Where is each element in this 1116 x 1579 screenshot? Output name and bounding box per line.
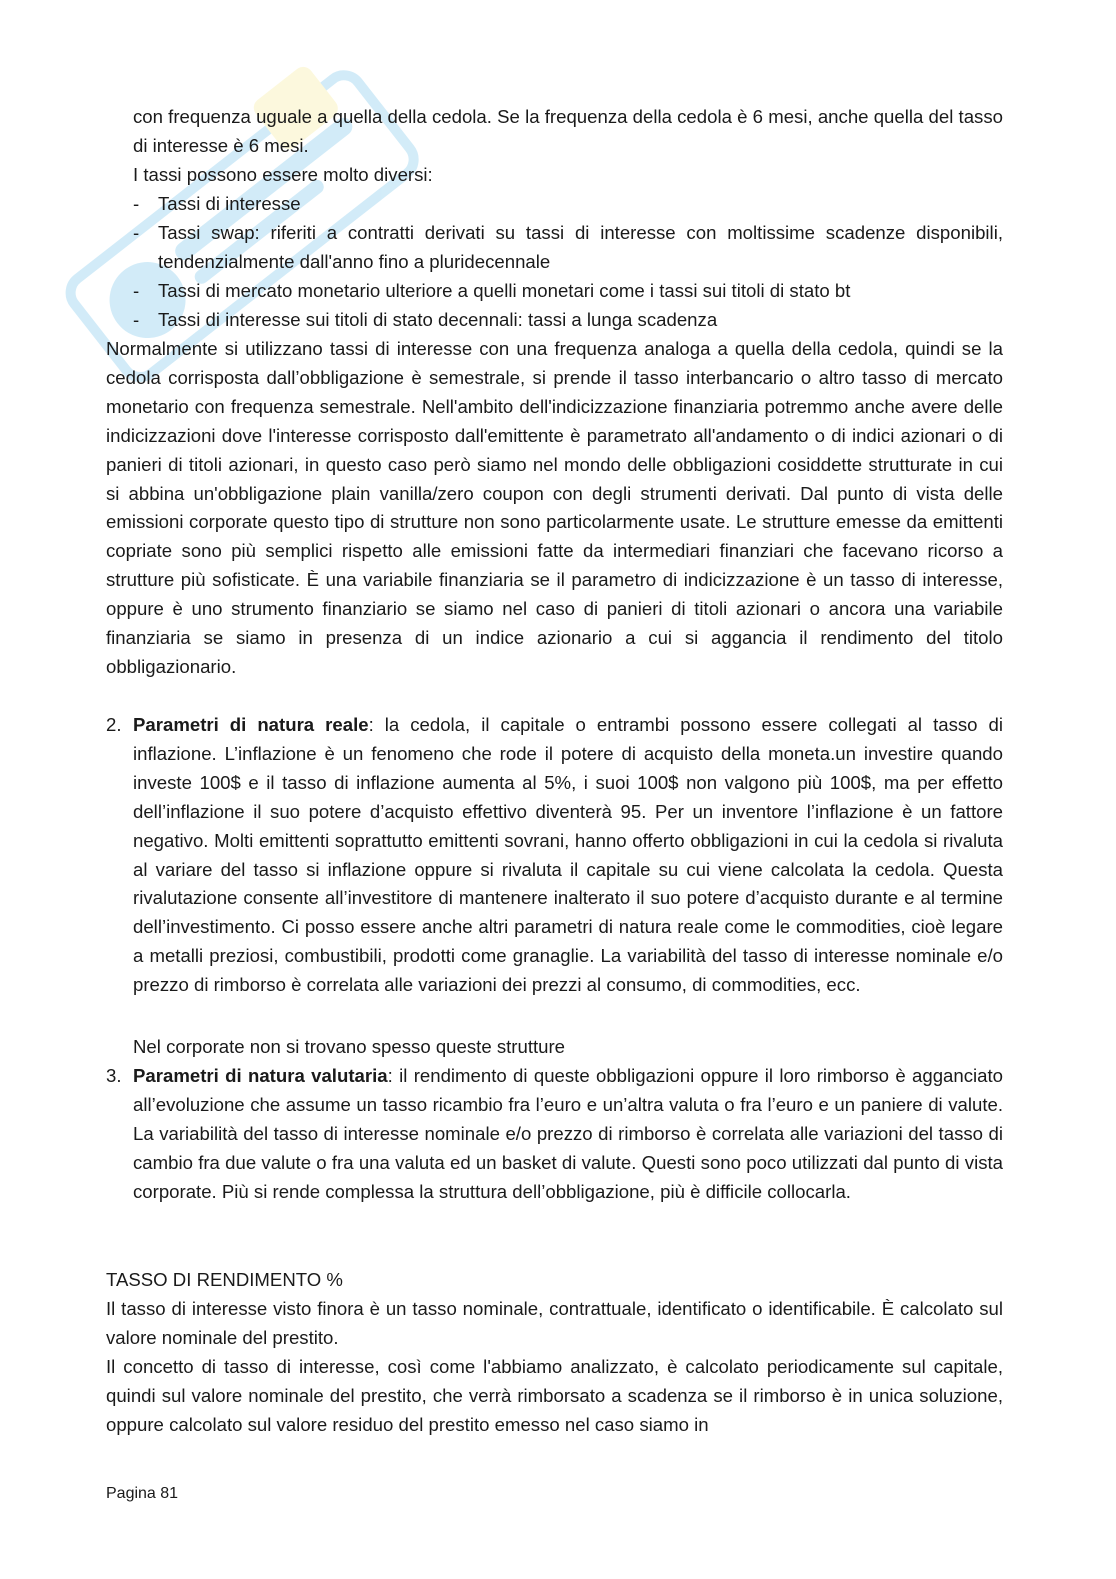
item-body [133, 1062, 1003, 1207]
intro-paragraph: con frequenza uguale a quella della cedola. Se la frequenza della cedola è 6 mesi, anche quella del tasso di interesse è 6 mesi. [133, 106, 1003, 156]
list-item-text: Tassi di interesse sui titoli di stato decennali: tassi a lunga scadenza [158, 309, 718, 330]
item-number: 2. [106, 714, 122, 735]
section-paragraph: Il tasso di interesse visto finora è un tasso nominale, contrattuale, identificato o identificabile. È calcolato sul valore nominale del prestito. [106, 1298, 1003, 1348]
body-paragraph: Normalmente si utilizzano tassi di interesse con una frequenza analoga a quella della cedola, quindi se la cedola corrisposta dall’obbligazione è semestrale, si prende il tasso interbancario o altro tasso di mercato monetario con frequenza semestrale. Nell'ambito dell'indicizzazione finanziaria potremmo anche avere delle indicizzazioni dove l'interesse corrisposto dall'emittente è parametrato all'andamento o di indici azionari o di panieri di titoli azionari, in questo caso però siamo nel mondo delle obbligazioni cosiddette strutturate in cui si abbina un'obbligazione plain vanilla/zero coupon con degli strumenti derivati. Dal punto di vista delle emissioni corporate questo tipo di strutture non sono particolarmente usate. Le strutture emesse da emittenti copriate sono più semplici rispetto alle emissioni fatte da intermediari finanziari che facevano ricorso a strutture più sofisticate. È una variabile finanziaria se il parametro di indicizzazione è un tasso di interesse, oppure è uno strumento finanziario se siamo nel caso di panieri di titoli azionari o ancora una variabile finanziaria se siamo in presenza di un indice azionario a cui si aggancia il rendimento del titolo obbligazionario. [106, 338, 1003, 677]
list-bullet: - [133, 280, 140, 301]
item-title: Parametri di natura valutaria [133, 1065, 388, 1086]
list-bullet: - [133, 309, 140, 330]
item-text: : il rendimento di queste obbligazioni oppure il loro rimborso è agganciato all’evoluzione che assume un tasso ricambio fra l’euro e un’altra valuta o fra l’euro e un paniere di valute. La variabilità del tasso di interesse nominale e/o prezzo di rimborso è correlata alle variazioni del tasso di cambio fra due valute o fra una valuta ed un basket di valute. Questi sono poco utilizzati dal punto di vista corporate. Più si rende complessa la struttura dell’obbligazione, più è difficile collocarla. [133, 1065, 1003, 1202]
item-note: Nel corporate non si trovano spesso queste strutture [133, 1036, 566, 1057]
item-body [133, 711, 1003, 1000]
list-bullet: - [133, 222, 140, 243]
list-bullet: - [133, 193, 140, 214]
rate-types-intro: I tassi possono essere molto diversi: [133, 164, 433, 185]
section-heading: TASSO DI RENDIMENTO % [106, 1269, 343, 1290]
item-title: Parametri di natura reale [133, 714, 369, 735]
list-item-text: Tassi swap: riferiti a contratti derivati su tassi di interesse con moltissime scadenze disponibili, tendenzialmente dall'anno fino a pluridecennale [158, 222, 1003, 272]
item-number: 3. [106, 1065, 122, 1086]
page-number: Pagina 81 [106, 1485, 179, 1502]
list-item-text: Tassi di interesse [158, 193, 301, 214]
item-text: : la cedola, il capitale o entrambi possono essere collegati al tasso di inflazione. L’inflazione è un fenomeno che rode il potere di acquisto della moneta.un investire quando investe 100$ e il tasso di inflazione aumenta al 5%, i suoi 100$ non valgono più 100$, ma per effetto dell’inflazione il suo potere d’acquisto effettivo diventerà 95. Per un inventore l’inflazione è un fattore negativo. Molti emittenti soprattutto emittenti sovrani, hanno offerto obbligazioni in cui la cedola si rivaluta al variare del tasso si inflazione oppure si rivaluta il capitale su cui viene calcolata la cedola. Questa rivalutazione consente all’investitore di mantenere inalterato il suo potere d’acquisto durante e al termine dell’investimento. Ci posso essere anche altri parametri di natura reale come le commodities, cioè legare a metalli preziosi, combustibili, prodotti come granaglie. La variabilità del tasso di interesse nominale e/o prezzo di rimborso è correlata alle variazioni dei prezzi al consumo, di commodities, ecc. [133, 714, 1003, 996]
section-paragraph: Il concetto di tasso di interesse, così come l'abbiamo analizzato, è calcolato periodicamente sul capitale, quindi sul valore nominale del prestito, che verrà rimborsato a scadenza se il rimborso è in unica soluzione, oppure calcolato sul valore residuo del prestito emesso nel caso siamo in [106, 1356, 1003, 1435]
list-item-text: Tassi di mercato monetario ulteriore a quelli monetari come i tassi sui titoli di stato bt [158, 280, 851, 301]
